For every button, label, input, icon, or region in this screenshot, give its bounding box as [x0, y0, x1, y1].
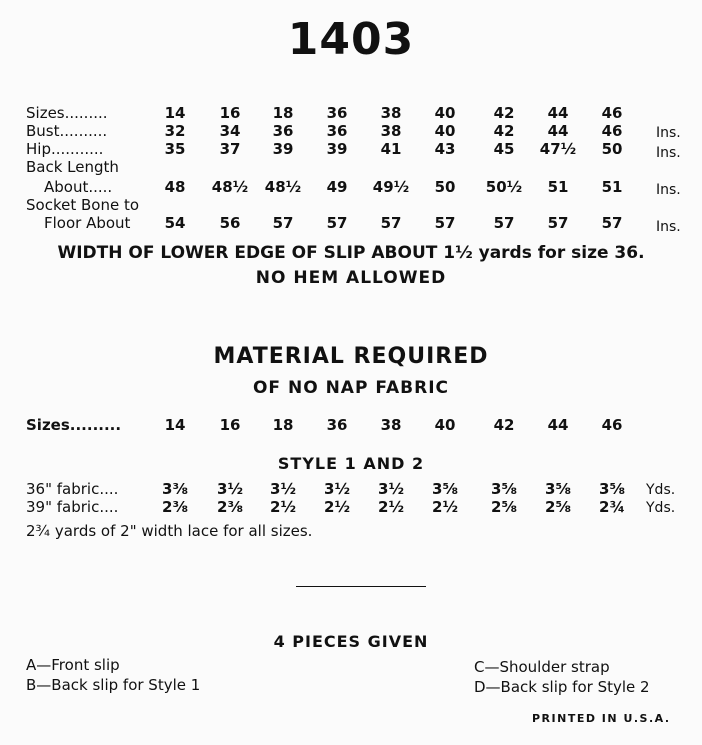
table-cell: 44: [547, 104, 569, 122]
pieces-heading: 4 PIECES GIVEN: [273, 632, 429, 651]
table-cell: 2½: [378, 498, 404, 516]
table-cell: 39: [326, 140, 348, 158]
back-length-unit: Ins.: [656, 182, 681, 198]
table-cell: 46: [601, 122, 623, 140]
table-cell: 57: [380, 214, 402, 232]
table-cell: 3½: [270, 480, 296, 498]
table-cell: 49½: [372, 178, 410, 196]
table-cell: 2½: [324, 498, 350, 516]
table-cell: 2⅝: [545, 498, 571, 516]
back-length-label-2: About.....: [44, 178, 113, 196]
table-cell: 3½: [378, 480, 404, 498]
table-cell: 48½: [264, 178, 302, 196]
table-cell: 46: [601, 104, 623, 122]
table-cell: 47½: [539, 140, 577, 158]
piece-a: A—Front slip: [26, 656, 120, 674]
table-cell: 50: [434, 178, 456, 196]
table-cell: 3⅝: [491, 480, 517, 498]
table-cell: 3½: [217, 480, 243, 498]
fabric36-unit: Yds.: [646, 482, 676, 498]
printed-footer: PRINTED IN U.S.A.: [532, 712, 671, 725]
table-cell: 2¾: [599, 498, 625, 516]
piece-b: B—Back slip for Style 1: [26, 676, 201, 694]
width-note: WIDTH OF LOWER EDGE OF SLIP ABOUT 1½ yards for size 36.: [57, 243, 645, 263]
table-cell: 2⅜: [162, 498, 188, 516]
table-cell: 32: [164, 122, 186, 140]
table-cell: 44: [547, 122, 569, 140]
table-cell: 18: [272, 104, 294, 122]
socket-label-1: Socket Bone to: [26, 196, 140, 214]
socket-unit: Ins.: [656, 219, 681, 235]
sizes-label: Sizes.........: [26, 104, 108, 122]
table-cell: 16: [219, 416, 241, 434]
table-cell: 42: [493, 104, 515, 122]
table-cell: 57: [434, 214, 456, 232]
table-cell: 38: [380, 122, 402, 140]
divider-rule: [296, 586, 426, 587]
table-cell: 44: [547, 416, 569, 434]
table-cell: 18: [272, 416, 294, 434]
table-cell: 3½: [324, 480, 350, 498]
table-cell: 16: [219, 104, 241, 122]
table-cell: 50: [601, 140, 623, 158]
hip-label: Hip...........: [26, 140, 104, 158]
material-subheading: OF NO NAP FABRIC: [252, 378, 449, 398]
table-cell: 50½: [485, 178, 523, 196]
table-cell: 57: [547, 214, 569, 232]
table-cell: 48½: [211, 178, 249, 196]
table-cell: 14: [164, 416, 186, 434]
socket-label-2: Floor About: [44, 214, 131, 232]
fabric39-unit: Yds.: [646, 500, 676, 516]
table-cell: 39: [272, 140, 294, 158]
table-cell: 2½: [270, 498, 296, 516]
table-cell: 57: [272, 214, 294, 232]
table-cell: 2⅜: [217, 498, 243, 516]
table-cell: 40: [434, 104, 456, 122]
table-cell: 46: [601, 416, 623, 434]
table-cell: 38: [380, 104, 402, 122]
table-cell: 40: [434, 416, 456, 434]
table-cell: 54: [164, 214, 186, 232]
table-cell: 36: [272, 122, 294, 140]
table-cell: 3⅝: [545, 480, 571, 498]
table-cell: 49: [326, 178, 348, 196]
hip-unit: Ins.: [656, 145, 681, 161]
table-cell: 51: [547, 178, 569, 196]
piece-d: D—Back slip for Style 2: [474, 678, 650, 696]
table-cell: 2⅝: [491, 498, 517, 516]
fabric36-label: 36" fabric....: [26, 480, 119, 498]
table-cell: 56: [219, 214, 241, 232]
fabric39-label: 39" fabric....: [26, 498, 119, 516]
table-cell: 34: [219, 122, 241, 140]
material-sizes-label: Sizes.........: [26, 416, 122, 434]
table-cell: 3⅝: [599, 480, 625, 498]
table-cell: 57: [601, 214, 623, 232]
material-heading: MATERIAL REQUIRED: [213, 344, 489, 369]
table-cell: 38: [380, 416, 402, 434]
hem-note: NO HEM ALLOWED: [255, 268, 447, 288]
table-cell: 3⅜: [162, 480, 188, 498]
table-cell: 36: [326, 416, 348, 434]
table-cell: 36: [326, 122, 348, 140]
table-cell: 57: [493, 214, 515, 232]
pattern-number: 1403: [287, 14, 415, 65]
table-cell: 51: [601, 178, 623, 196]
table-cell: 41: [380, 140, 402, 158]
table-cell: 35: [164, 140, 186, 158]
piece-c: C—Shoulder strap: [474, 658, 610, 676]
bust-unit: Ins.: [656, 125, 681, 141]
table-cell: 40: [434, 122, 456, 140]
back-length-label-1: Back Length: [26, 158, 119, 176]
table-cell: 45: [493, 140, 515, 158]
table-cell: 48: [164, 178, 186, 196]
lace-note: 2¾ yards of 2" width lace for all sizes.: [26, 522, 313, 540]
table-cell: 42: [493, 122, 515, 140]
table-cell: 57: [326, 214, 348, 232]
table-cell: 43: [434, 140, 456, 158]
table-cell: 42: [493, 416, 515, 434]
style-heading: STYLE 1 AND 2: [277, 454, 425, 473]
table-cell: 37: [219, 140, 241, 158]
table-cell: 3⅝: [432, 480, 458, 498]
table-cell: 14: [164, 104, 186, 122]
table-cell: 2½: [432, 498, 458, 516]
bust-label: Bust..........: [26, 122, 108, 140]
table-cell: 36: [326, 104, 348, 122]
